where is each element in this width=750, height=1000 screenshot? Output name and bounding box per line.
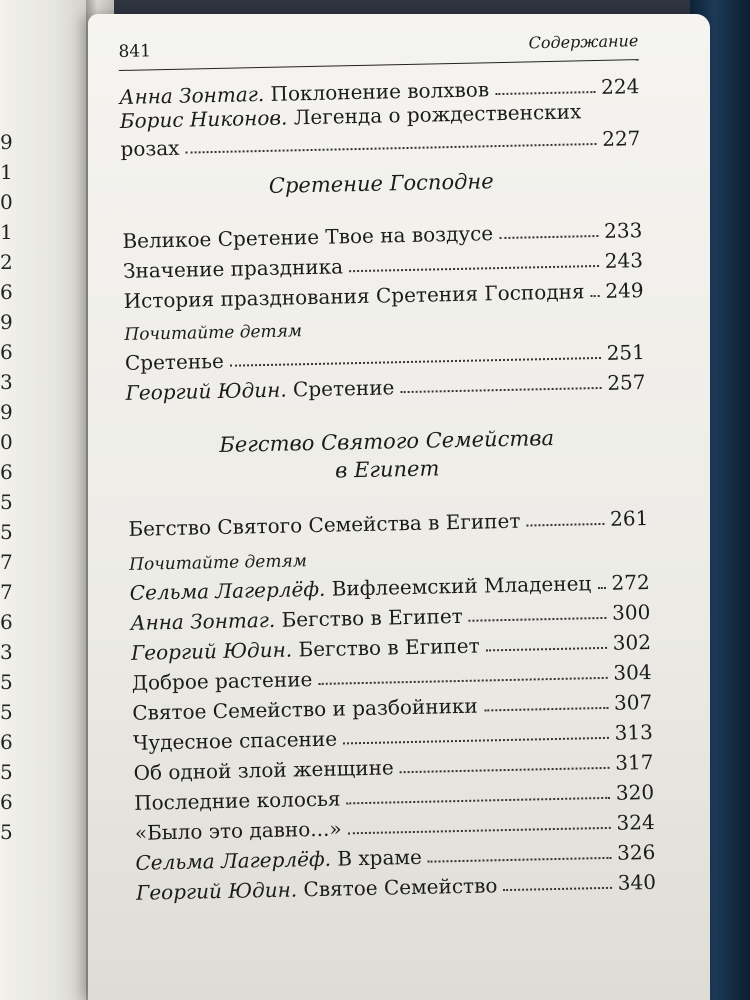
left-page-glyph: 2 [0,250,13,274]
leader-dots [400,387,601,393]
entry-page: 272 [611,569,650,595]
left-page-glyph: 5 [0,820,13,844]
left-page-glyph: 7 [0,580,13,604]
left-page-glyph: 1 [0,160,13,184]
entry-author: Георгий Юдин. [125,377,287,405]
entry-title: Бегство в Египет [274,603,463,632]
children-label: Почитайте детям [124,321,303,345]
entry-title: Святое Семейство и разбойники [132,693,478,725]
entry-page: 243 [604,248,644,273]
entry-page: 257 [607,370,646,395]
leader-dots [347,797,610,805]
entry-title: Сретенье [124,348,225,375]
left-page-glyph: 0 [0,430,13,454]
entry-page: 304 [613,659,652,685]
entry-page: 261 [609,506,649,531]
section-heading: Сретение Господне [268,169,494,198]
entry-author: Анна Зонтаг. [130,607,276,635]
entry-title: Великое Сретение Твое на воздусе [122,221,494,253]
entry-title: Вифлеемский Младенец [325,571,592,601]
children-label: Почитайте детям [128,551,308,575]
page-number: 841 [118,41,152,62]
left-page-glyph: 7 [0,550,13,574]
leader-dots [400,767,610,773]
leader-dots [469,617,606,622]
left-page-glyph: 3 [0,640,13,664]
left-page-glyph: 1 [0,220,13,244]
entry-author: Георгий Юдин. [135,877,298,905]
entry-page: 251 [606,340,646,365]
toc-content [118,19,658,990]
leader-dots [318,677,607,685]
entry-page: 249 [605,278,644,303]
leader-dots [349,265,599,272]
entry-page: 320 [615,779,655,805]
left-page-glyph: 6 [0,790,13,814]
left-page-glyph: 9 [0,130,13,154]
entry-page: 300 [611,599,651,625]
entry-page: 326 [616,839,656,865]
left-page-glyph: 0 [0,190,13,214]
entry-title: Об одной злой женщине [133,755,394,785]
leader-dots [499,235,598,239]
toc-entry: Борис Никонов. Легенда о рождественских розах 227 [119,99,641,161]
entry-page: 233 [603,218,643,243]
left-page-glyph: 6 [0,730,13,754]
entry-title: Святое Семейство [296,873,498,902]
entry-title: Последние колосья [133,786,341,815]
leader-dots [591,295,600,297]
entry-title: Сретение [286,375,395,402]
left-page-glyph: 5 [0,760,13,784]
left-page-glyph: 5 [0,490,13,514]
left-page-glyph: 9 [0,310,13,334]
section-heading-line2: в Египет [334,456,440,483]
entry-title: Бегство в Египет [291,633,480,662]
entry-author: Сельма Лагерлёф. [129,576,326,605]
toc-entry: Анна Зонтаг. Поклонение волхвов 224 [119,74,640,109]
entry-page: 317 [615,749,654,775]
entry-title: Значение праздника [122,254,344,283]
entry-author: Георгий Юдин. [130,637,293,665]
leader-dots [428,857,611,863]
entry-page: 307 [613,689,653,715]
left-page-glyph: 3 [0,370,13,394]
left-page-glyph: 6 [0,460,13,484]
entry-title: «Было это давно...» [134,816,342,845]
entry-title: Доброе растение [131,667,313,695]
leader-dots [343,737,609,745]
entry-page: 302 [612,629,652,655]
entry-title: В храме [330,844,423,871]
entry-author: Сельма Лагерлёф. [135,846,332,875]
left-page [0,0,92,1000]
leader-dots [503,887,611,891]
entry-page: 324 [616,809,655,835]
leader-dots [597,587,605,589]
leader-dots [526,523,604,527]
leader-dots [484,707,608,712]
left-page-glyph: 6 [0,610,13,634]
left-page-glyph: 6 [0,340,13,364]
entry-title: Чудесное спасение [132,726,338,755]
left-page-glyph: 6 [0,280,13,304]
leader-dots [486,647,607,652]
left-page-glyph: 9 [0,400,13,424]
entry-title: Бегство Святого Семейства в Египет [128,508,521,541]
leader-dots [348,827,611,835]
left-page-glyph: 5 [0,670,13,694]
left-page-glyph: 5 [0,520,13,544]
section-heading: Бегство Святого Семейства [219,425,555,457]
entry-title: История празднования Сретения Господня [123,279,585,313]
entry-page: 340 [617,869,657,895]
left-page-glyph: 5 [0,700,13,724]
running-title: Содержание [528,31,639,53]
entry-page: 313 [614,719,654,745]
